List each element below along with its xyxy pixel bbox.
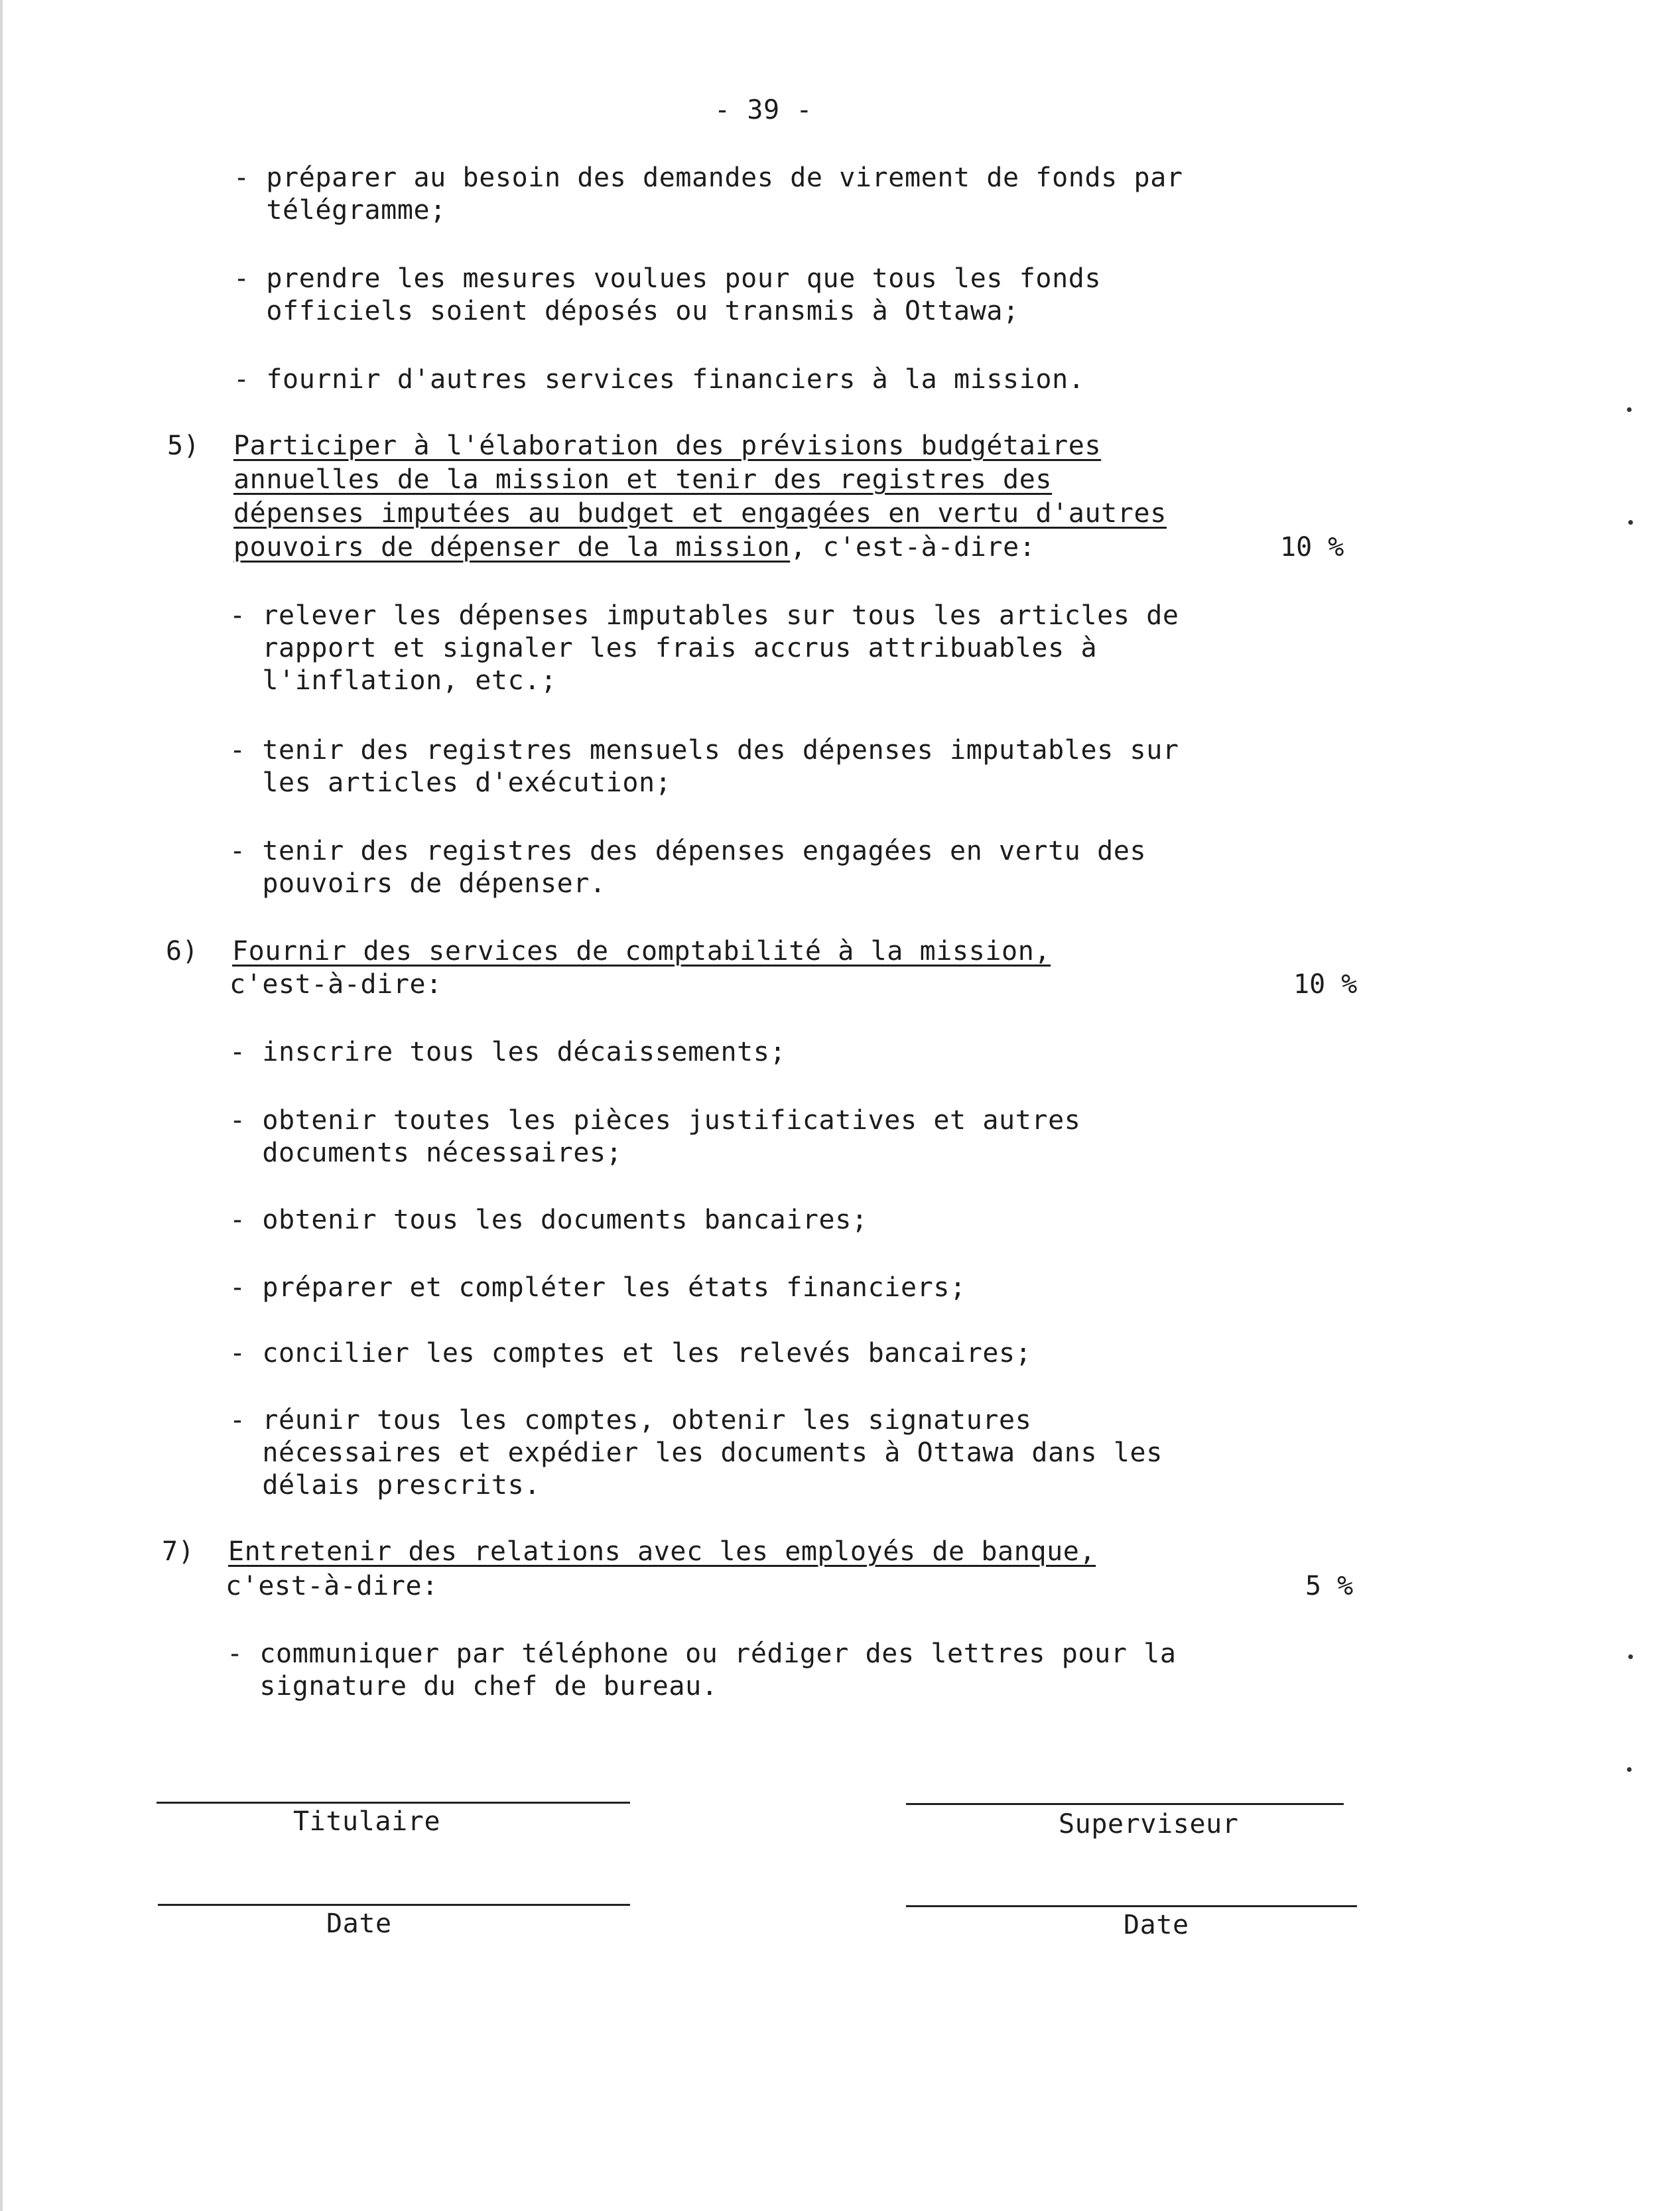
bullet-line: signature du chef de bureau.	[227, 1671, 718, 1702]
bullet-line: - préparer au besoin des demandes de virement de fonds par	[233, 163, 1183, 193]
section-heading-line	[233, 531, 1035, 563]
section-heading: Entretenir des relations avec les employés de banque,	[228, 1536, 1096, 1567]
bullet-line: rapport et signaler les frais accrus attribuables à	[229, 633, 1098, 663]
heading-suffix: , c'est-à-dire:	[790, 532, 1036, 563]
scan-edge	[0, 0, 3, 2211]
bullet-line: délais prescrits.	[229, 1470, 541, 1501]
section-number: 7)	[162, 1536, 195, 1567]
date-line-employee	[158, 1904, 630, 1906]
bullet-line: officiels soient déposés ou transmis à Ottawa;	[233, 296, 1019, 326]
time-percent: 10 %	[1293, 969, 1358, 1000]
scan-speck	[1627, 407, 1632, 412]
section-heading: Fournir des services de comptabilité à la mission,	[232, 936, 1051, 967]
bullet-line: pouvoirs de dépenser.	[229, 868, 606, 899]
signature-label-supervisor: Superviseur	[1059, 1809, 1239, 1840]
scan-speck	[1628, 520, 1633, 525]
heading-underlined-part: pouvoirs de dépenser de la mission	[233, 532, 791, 563]
section-number: 5)	[167, 431, 200, 461]
section-heading-line: annuelles de la mission et tenir des registres des	[233, 464, 1053, 495]
scan-speck	[1627, 1767, 1632, 1772]
bullet-line: - tenir des registres mensuels des dépenses imputables sur	[229, 735, 1179, 766]
signature-label-employee: Titulaire	[293, 1806, 441, 1837]
bullet-line: - communiquer par téléphone ou rédiger des lettres pour la	[227, 1639, 1177, 1669]
section-subline: c'est-à-dire:	[229, 969, 442, 1000]
date-label-employee: Date	[326, 1909, 392, 1939]
date-label-supervisor: Date	[1124, 1910, 1189, 1940]
bullet-line: documents nécessaires;	[229, 1138, 623, 1168]
bullet-line: - prendre les mesures voulues pour que tous les fonds	[233, 263, 1102, 294]
bullet-line: - fournir d'autres services financiers à la mission.	[233, 364, 1085, 395]
bullet-line: - inscrire tous les décaissements;	[229, 1037, 787, 1067]
bullet-line: télégramme;	[233, 195, 446, 226]
bullet-line: - obtenir tous les documents bancaires;	[229, 1205, 868, 1235]
bullet-line: - concilier les comptes et les relevés bancaires;	[229, 1338, 1032, 1369]
time-percent: 10 %	[1280, 532, 1344, 563]
bullet-line: - réunir tous les comptes, obtenir les signatures	[229, 1405, 1032, 1436]
section-heading-line: dépenses imputées au budget et engagées en vertu d'autres	[233, 498, 1167, 529]
time-percent: 5 %	[1305, 1571, 1354, 1601]
page-number: - 39 -	[714, 95, 813, 125]
scan-speck	[1628, 1654, 1633, 1659]
section-subline: c'est-à-dire:	[226, 1571, 438, 1601]
section-heading-line: Participer à l'élaboration des prévisions budgétaires	[233, 431, 1102, 461]
bullet-line: - relever les dépenses imputables sur tous les articles de	[229, 600, 1179, 631]
section-number: 6)	[166, 936, 199, 967]
bullet-line: - préparer et compléter les états financiers;	[229, 1272, 966, 1303]
bullet-line: nécessaires et expédier les documents à Ottawa dans les	[229, 1438, 1163, 1468]
bullet-line: les articles d'exécution;	[229, 768, 672, 798]
date-line-supervisor	[906, 1905, 1357, 1907]
bullet-line: - tenir des registres des dépenses engagées en vertu des	[229, 836, 1147, 866]
signature-line-supervisor	[906, 1803, 1344, 1805]
bullet-line: l'inflation, etc.;	[229, 665, 557, 696]
signature-line-employee	[157, 1802, 630, 1804]
bullet-line: - obtenir toutes les pièces justificatives et autres	[229, 1105, 1081, 1136]
